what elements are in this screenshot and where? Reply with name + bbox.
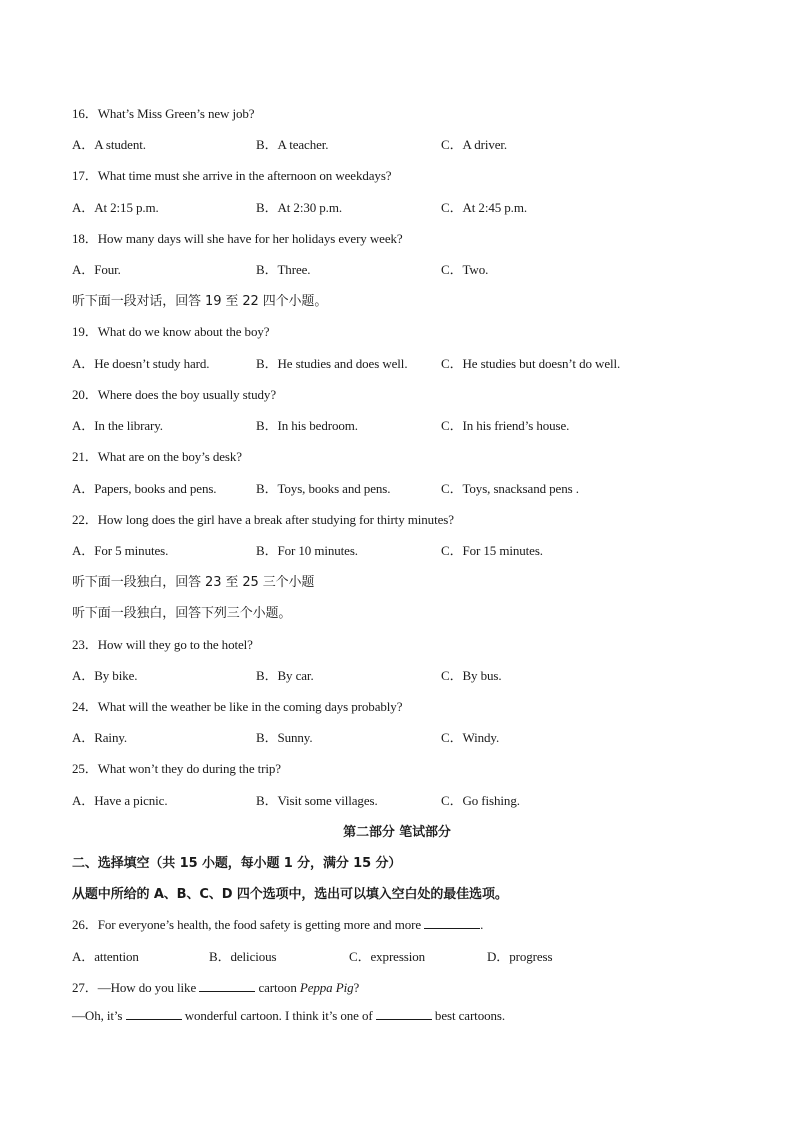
question-26-option-a: A．attention xyxy=(72,949,139,964)
question-16-option-c: C．A driver. xyxy=(441,137,508,152)
question-25-option-c: C．Go fishing. xyxy=(441,793,520,808)
question-27-text-2: cartoon xyxy=(258,980,297,995)
question-26-text: 26．For everyone’s health, the food safety is getting more and more xyxy=(72,917,422,932)
question-16-option-b: B．A teacher. xyxy=(256,137,329,152)
question-16-option-a: A．A student. xyxy=(72,137,146,152)
question-17-stem: 17．What time must she arrive in the afternoon on weekdays? xyxy=(72,168,392,183)
question-22-stem: 22．How long does the girl have a break after studying for thirty minutes? xyxy=(72,512,454,527)
question-20-stem: 20．Where does the boy usually study? xyxy=(72,387,276,402)
question-27-line-1 xyxy=(72,977,359,996)
question-26-end: . xyxy=(480,917,484,932)
question-24-option-b: B．Sunny. xyxy=(256,730,313,745)
question-19-stem: 19．What do we know about the boy? xyxy=(72,324,270,339)
question-21-option-b: B．Toys, books and pens. xyxy=(256,481,391,496)
question-21-stem: 21．What are on the boy’s desk? xyxy=(72,449,242,464)
question-19-option-b: B．He studies and does well. xyxy=(256,356,408,371)
part-two-title: 第二部分 笔试部分 xyxy=(343,825,451,840)
question-23-option-c: C．By bus. xyxy=(441,668,502,683)
question-27-text-6: best cartoons. xyxy=(434,1008,506,1023)
question-21-option-a: A．Papers, books and pens. xyxy=(72,481,217,496)
question-24-stem: 24．What will the weather be like in the coming days probably? xyxy=(72,699,403,714)
question-22-option-a: A．For 5 minutes. xyxy=(72,543,169,558)
section-two-direction: 从题中所给的 A、B、C、D 四个选项中，选出可以填入空白处的最佳选项。 xyxy=(72,887,508,902)
question-27-text-4: —Oh, it’s xyxy=(72,1008,123,1023)
question-24-option-a: A．Rainy. xyxy=(72,730,128,745)
listening-instruction-3: 听下面一段独白，回答下列三个小题。 xyxy=(72,606,292,621)
question-18-option-a: A．Four. xyxy=(72,262,121,277)
question-27-line-2 xyxy=(72,1008,505,1024)
question-26-stem xyxy=(72,914,483,933)
question-17-option-b: B．At 2:30 p.m. xyxy=(256,200,342,215)
question-24-option-c: C．Windy. xyxy=(441,730,500,745)
question-25-option-b: B．Visit some villages. xyxy=(256,793,378,808)
question-26-option-d: D．progress xyxy=(487,949,553,964)
question-20-option-a: A．In the library. xyxy=(72,418,163,433)
question-17-option-a: A．At 2:15 p.m. xyxy=(72,200,159,215)
question-20-option-b: B．In his bedroom. xyxy=(256,418,358,433)
question-19-option-c: C．He studies but doesn’t do well. xyxy=(441,356,621,371)
question-21-option-c: C．Toys, snacksand pens . xyxy=(441,481,579,496)
question-23-option-b: B．By car. xyxy=(256,668,314,683)
question-27-text-3: ? xyxy=(353,980,360,995)
question-27-text-1: 27．—How do you like xyxy=(72,980,197,995)
section-two-heading: 二、选择填空（共 15 小题，每小题 1 分，满分 15 分） xyxy=(72,856,402,871)
question-26-option-c: C．expression xyxy=(349,949,426,964)
question-18-option-c: C．Two. xyxy=(441,262,489,277)
question-22-option-c: C．For 15 minutes. xyxy=(441,543,543,558)
question-18-option-b: B．Three. xyxy=(256,262,311,277)
listening-instruction-2: 听下面一段独白，回答 23 至 25 三个小题 xyxy=(72,575,315,590)
question-25-option-a: A．Have a picnic. xyxy=(72,793,168,808)
question-23-stem: 23．How will they go to the hotel? xyxy=(72,637,253,652)
question-16-stem: 16．What’s Miss Green’s new job? xyxy=(72,106,255,121)
question-22-option-b: B．For 10 minutes. xyxy=(256,543,358,558)
listening-instruction-1: 听下面一段对话，回答 19 至 22 四个小题。 xyxy=(72,294,328,309)
question-19-option-a: A．He doesn’t study hard. xyxy=(72,356,210,371)
question-18-stem: 18．How many days will she have for her holidays every week? xyxy=(72,231,403,246)
question-23-option-a: A．By bike. xyxy=(72,668,138,683)
cartoon-title: Peppa Pig xyxy=(299,980,354,995)
answer-blank xyxy=(199,980,255,992)
question-20-option-c: C．In his friend’s house. xyxy=(441,418,570,433)
answer-blank xyxy=(376,1008,432,1020)
question-27-text-5: wonderful cartoon. I think it’s one of xyxy=(184,1008,373,1023)
question-17-option-c: C．At 2:45 p.m. xyxy=(441,200,527,215)
answer-blank xyxy=(424,917,480,929)
answer-blank xyxy=(126,1008,182,1020)
question-25-stem: 25．What won’t they do during the trip? xyxy=(72,761,281,776)
question-26-option-b: B．delicious xyxy=(209,949,277,964)
